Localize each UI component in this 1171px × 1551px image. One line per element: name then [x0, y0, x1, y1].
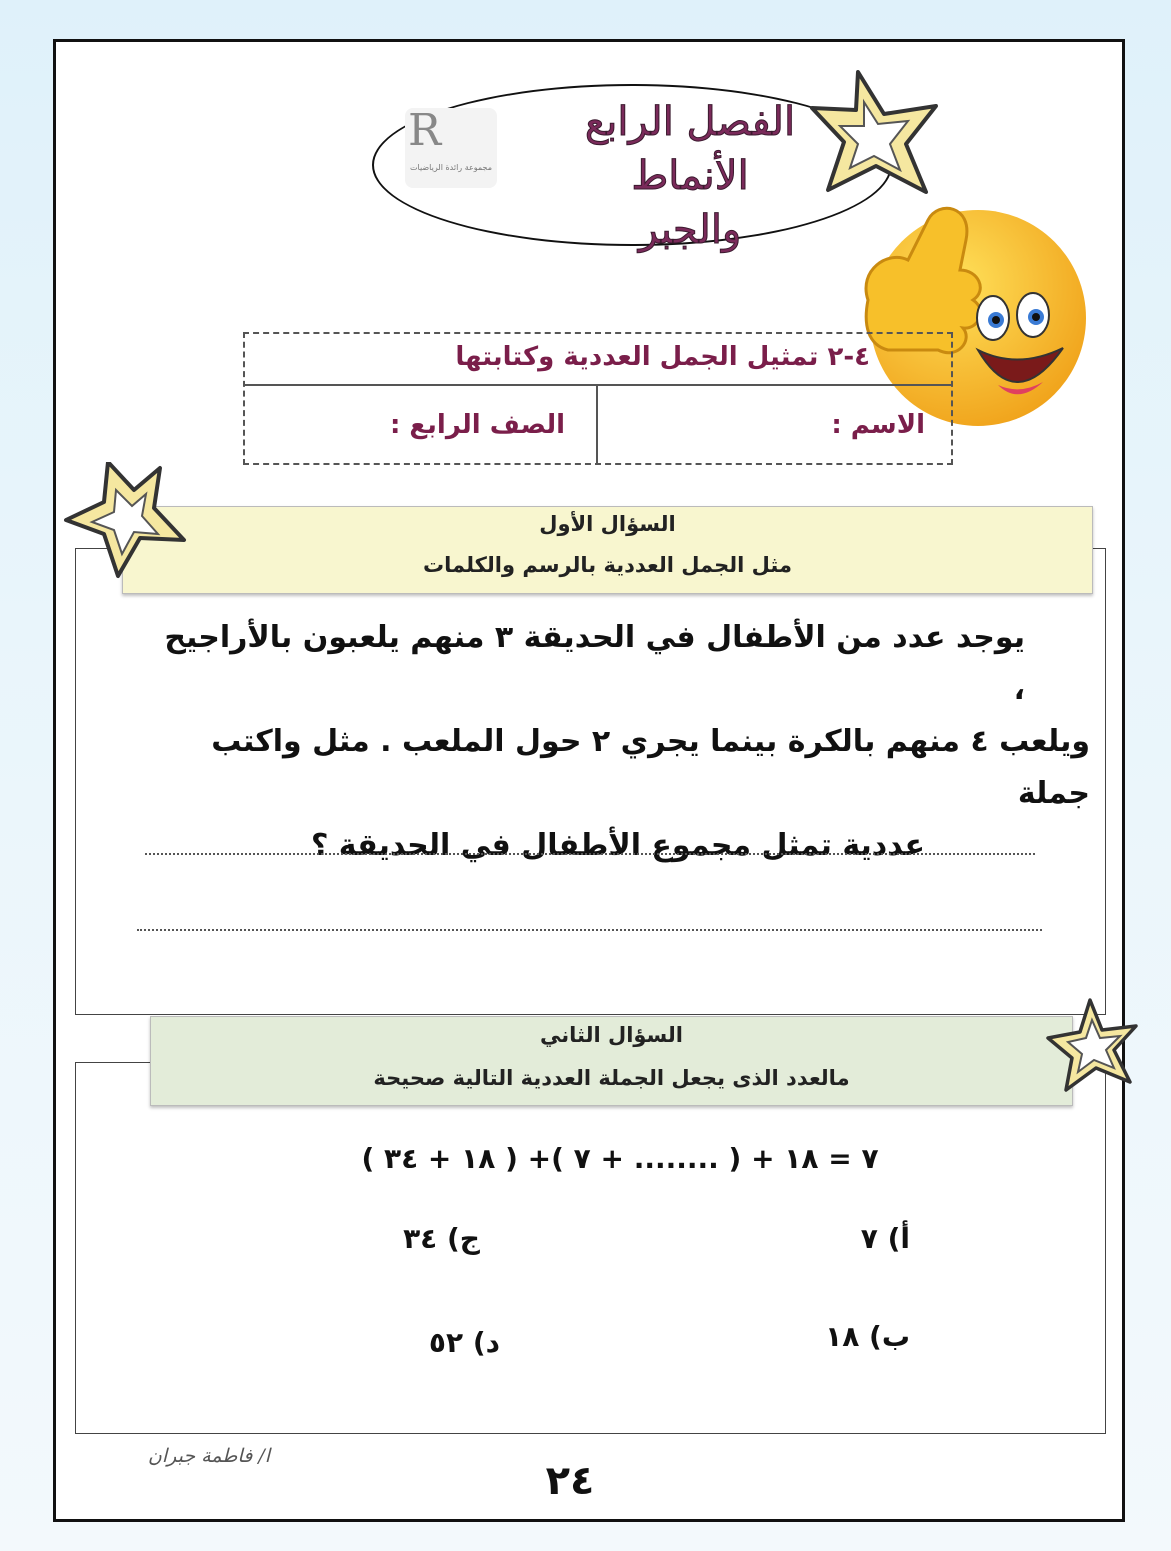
logo-letter: R [408, 105, 442, 156]
chapter-title [540, 95, 840, 257]
question2-instruction: مالعدد الذى يجعل الجملة العددية التالية صحيحة [373, 1066, 850, 1090]
logo-caption: مجموعة رائدة الرياضيات [410, 163, 492, 172]
header-divider [596, 386, 598, 463]
star-icon [1044, 996, 1144, 1096]
question2-box [75, 1062, 1106, 1434]
option-d[interactable]: د) ٥٢ [428, 1326, 500, 1359]
answer-line[interactable] [137, 929, 1042, 931]
page-number: ٢٤ [545, 1458, 595, 1504]
problem-line: عددية تمثل مجموع الأطفال في الحديقة ؟ [310, 828, 925, 863]
question1-instruction: مثل الجمل العددية بالرسم والكلمات [423, 553, 792, 577]
word-problem [160, 612, 1090, 872]
question1-title: السؤال الأول [539, 512, 676, 536]
answer-line[interactable] [145, 853, 1035, 855]
problem-line: يوجد عدد من الأطفال في الحديقة ٣ منهم يلعبون بالأراجيح ، [164, 620, 1025, 707]
number-sentence: ( ١٨ + ٣٤ ) +٧ = ١٨ + ( ........ + ٧ ) [361, 1142, 879, 1175]
problem-line: ويلعب ٤ منهم بالكرة بينما يجري ٢ حول الملعب . مثل واكتب جملة [211, 724, 1090, 811]
question2-title: السؤال الثاني [539, 1023, 684, 1047]
chapter-title-line2: والجبر [638, 207, 742, 253]
author-signature: ا/ فاطمة جبران [147, 1445, 270, 1467]
star-icon [62, 462, 187, 582]
chapter-title-line1: الفصل الرابع الأنماط [584, 99, 796, 199]
option-b[interactable]: ب) ١٨ [825, 1320, 910, 1353]
lesson-title: ٤-٢ تمثيل الجمل العددية وكتابتها [455, 342, 870, 372]
name-field-label: الاسم : [831, 410, 925, 440]
star-icon [808, 66, 958, 206]
option-a[interactable]: أ) ٧ [860, 1222, 910, 1255]
option-c[interactable]: ج) ٣٤ [403, 1222, 480, 1255]
grade-label: الصف الرابع : [389, 410, 565, 440]
